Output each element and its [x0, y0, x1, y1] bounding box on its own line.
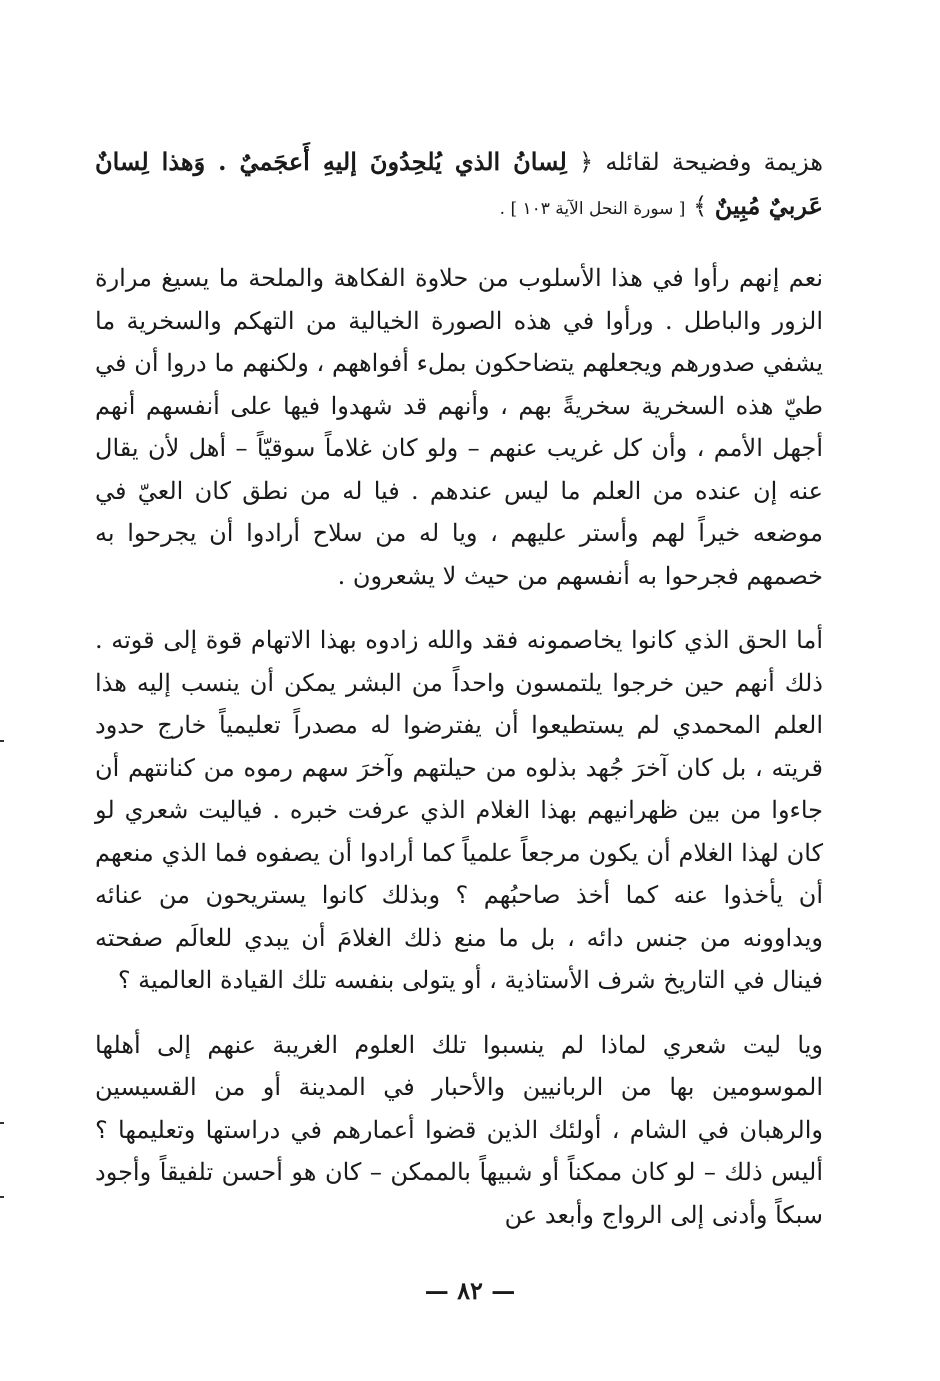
paragraph-3: ويا ليت شعري لماذا لم ينسبوا تلك العلوم الغريبة عنهم إلى أهلها الموسومين بها من الربانيين والأحبار في المدينة أو من القسيسين والرهبان في الشام ، أولئك الذين قضوا أعمارهم في دراستها وتعليمها ؟ أليس ذلك – لو كان ممكناً أو شبيهاً بالممكن – كان هو أحسن تلفيقاً وأجود سبكاً وأدنى إلى الرواج وأبعد عن	[95, 1030, 823, 1229]
quran-quote: لِسانُ الذي يُلحِدُونَ إليهِ أَعجَميٌ . وَهذا لِسانٌ عَربيٌ مُبِينٌ	[95, 147, 823, 220]
scan-edge-mark	[0, 740, 4, 742]
page-number: — ٨٢ —	[424, 1276, 516, 1305]
surah-reference: [ سورة النحل الآية ١٠٣ ] .	[499, 199, 686, 219]
opening-paragraph	[95, 140, 823, 231]
page-body	[95, 140, 823, 1236]
opening-prefix: هزيمة وفضيحة لقائله ﴿	[579, 148, 823, 176]
scan-edge-mark	[0, 1196, 4, 1198]
scan-edge-mark	[0, 1122, 4, 1124]
paragraph-2: أما الحق الذي كانوا يخاصمونه فقد والله زادوه بهذا الاتهام قوة إلى قوته . ذلك أنهم حين خرجوا يلتمسون واحداً من البشر يمكن أن ينسب إليه هذا العلم المحمدي لم يستطيعوا أن يفترضوا له مصدراً تعليمياً خارج حدود قريته ، بل كان آخرَ جُهد بذلوه من حيلتهم وآخرَ سهم رموه من كنانتهم أن جاءوا من بين ظهرانيهم بهذا الغلام الذي عرفت خبره . فياليت شعري لو كان لهذا الغلام أن يكون مرجعاً علمياً كما أرادوا أن يصفوه فما الذي منعهم أن يأخذوا عنه كما أخذ صاحبُهم ؟ وبذلك كانوا يستريحون من عنائه ويداوونه من جنس دائه ، بل ما منع ذلك الغلامَ أن يبدي للعالَم صفحته فينال في التاريخ شرف الأستاذية ، أو يتولى بنفسه تلك القيادة العالمية ؟	[95, 626, 824, 994]
quote-close-bracket: ﴾	[693, 192, 708, 220]
paragraph-1: نعم إنهم رأوا في هذا الأسلوب من حلاوة الفكاهة والملحة ما يسيغ مرارة الزور والباطل . ورأوا في هذه الصورة الخيالية من التهكم والسخرية ما يشفي صدورهم ويجعلهم يتضاحكون بملء أفواههم ، ولكنهم ما دروا أن في طيّ هذه السخرية سخريةً بهم ، وأنهم قد شهدوا فيها على أنفسهم أنهم أجهل الأمم ، وأن كل غريب عنهم – ولو كان غلاماً سوقيّاً – أهل لأن يقال عنه إن عنده من العلم ما ليس عندهم . فيا له من نطق كان العيّ في موضعه خيراً لهم وأستر عليهم ، ويا له من سلاح أرادوا أن يجرحوا به خصمهم فجرحوا به أنفسهم من حيث لا يشعرون .	[95, 264, 823, 590]
